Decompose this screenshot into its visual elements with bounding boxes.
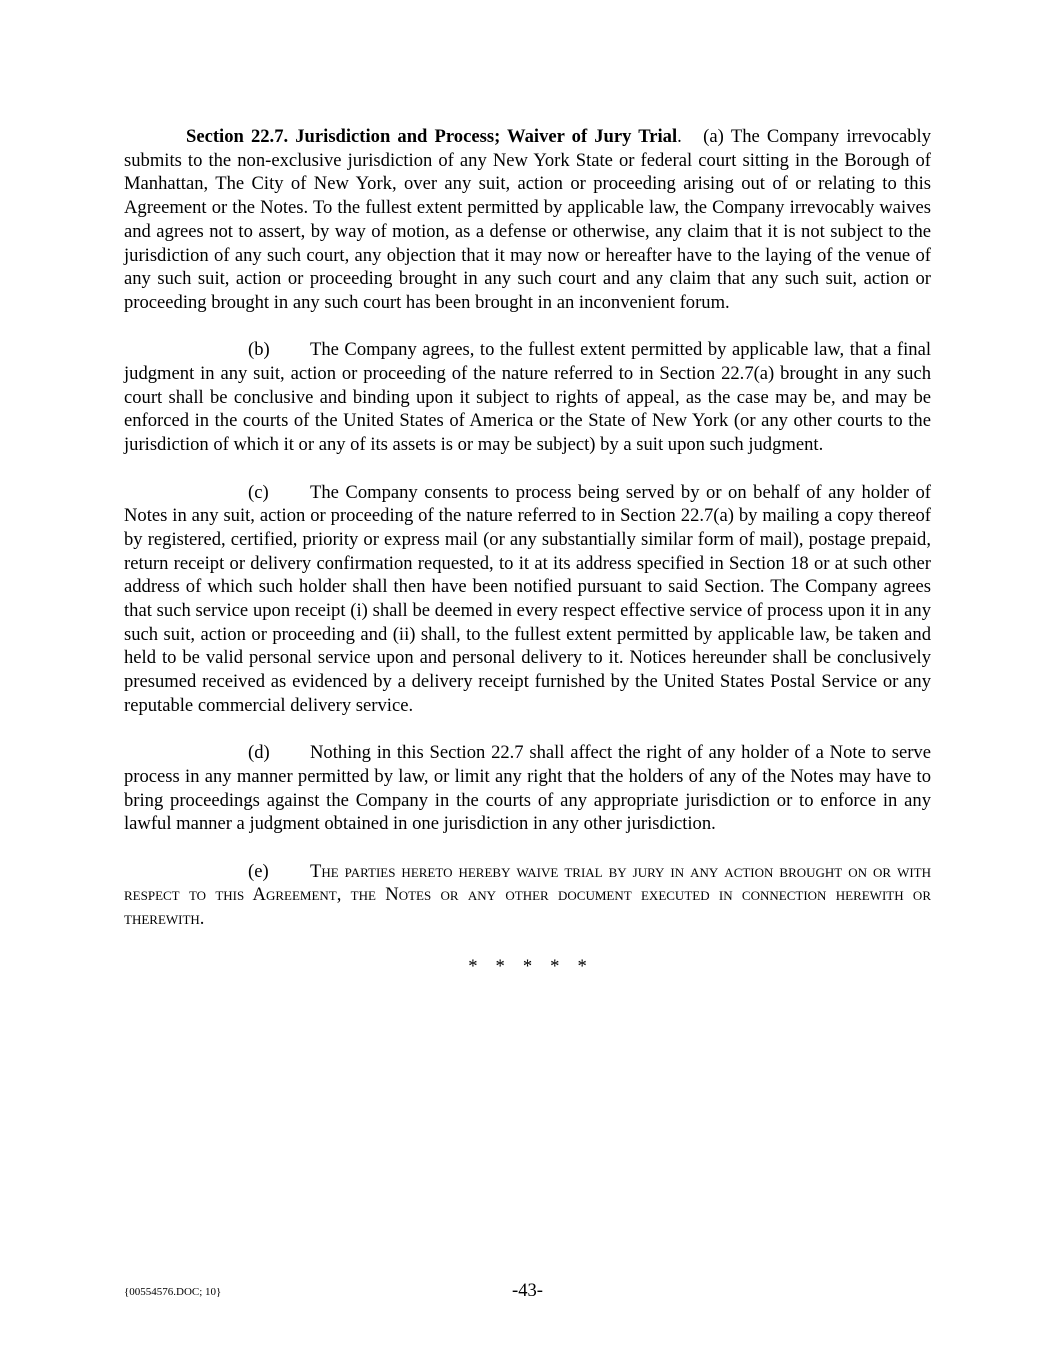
paragraph-d <box>124 741 931 836</box>
paragraph-a <box>124 125 931 315</box>
paragraph-d-text: Nothing in this Section 22.7 shall affect the right of any holder of a Note to serve process in any manner permitted by law, or limit any right that the holders of any of the Notes may have to bring proceedings against the Company in the courts of any appropriate jurisdiction or to enforce in any lawful manner a judgment obtained in one jurisdiction in any other jurisdiction. <box>124 742 931 835</box>
paragraph-e <box>124 860 931 931</box>
paragraph-e-label: (e) <box>248 860 269 882</box>
paragraph-e-text: The parties hereto hereby waive trial by jury in any action brought on or with respect to this Agreement, the Notes or any other document executed in connection herewith or therewith. <box>124 860 931 930</box>
paragraph-b <box>124 338 931 457</box>
paragraph-a-text: The Company irrevocably submits to the non-exclusive jurisdiction of any New York State or federal court sitting in the Borough of Manhattan, The City of New York, over any suit, action or proceeding arising out of or relating to this Agreement or the Notes. To the fullest extent permitted by applicable law, the Company irrevocably waives and agrees not to assert, by way of motion, as a defense or otherwise, any claim that it is not subject to the jurisdiction of any such court, any objection that it may now or hereafter have to the laying of the venue of any such suit, action or proceeding brought in any such court and any claim that any such suit, action or proceeding brought in any such court has been brought in an inconvenient forum. <box>124 126 932 313</box>
separator-star: * <box>468 955 478 977</box>
footer-document-id: {00554576.DOC; 10} <box>124 1286 222 1298</box>
separator-star: * <box>550 955 560 977</box>
separator-star: * <box>577 955 587 977</box>
paragraph-a-label: (a) <box>703 126 724 147</box>
paragraph-c-text: The Company consents to process being served by or on behalf of any holder of Notes in any suit, action or proceeding of the nature referred to in Section 22.7(a) by mailing a copy thereof by registered, certified, priority or express mail (or any substantially similar form of mail), postage prepaid, return receipt or delivery confirmation requested, to it at its address specified in Section 18 or at such other address of which such holder shall then have been notified pursuant to said Section. The Company agrees that such service upon receipt (i) shall be deemed in every respect effective service of process upon it in any such suit, action or proceeding and (ii) shall, to the fullest extent permitted by applicable law, be taken and held to be valid personal service upon and personal delivery to it. Notices hereunder shall be conclusively presumed received as evidenced by a delivery receipt furnished by the United States Postal Service or any reputable commercial delivery service. <box>124 481 931 716</box>
paragraph-b-text: The Company agrees, to the fullest extent permitted by applicable law, that a final judgment in any suit, action or proceeding of the nature referred to in Section 22.7(a) brought in any such court shall be conclusive and binding upon it subject to rights of appeal, as the case may be, and may be enforced in the courts of the United States of America or the State of New York (or any other courts to the jurisdiction of which it or any of its assets is or may be subject) by a suit upon such judgment. <box>124 339 931 456</box>
separator-star: * <box>522 955 533 977</box>
paragraph-c-label: (c) <box>248 481 269 503</box>
paragraph-c <box>124 481 931 718</box>
section-heading: Section 22.7. Jurisdiction and Process; Waiver of Jury Trial <box>186 126 678 147</box>
document-body <box>124 125 931 1002</box>
paragraph-d-label: (d) <box>248 742 270 764</box>
paragraph-b-label: (b) <box>248 339 270 361</box>
section-heading-period: . <box>677 126 682 147</box>
page-number: -43- <box>512 1280 543 1301</box>
section-separator <box>124 955 931 979</box>
separator-star: * <box>495 955 505 977</box>
